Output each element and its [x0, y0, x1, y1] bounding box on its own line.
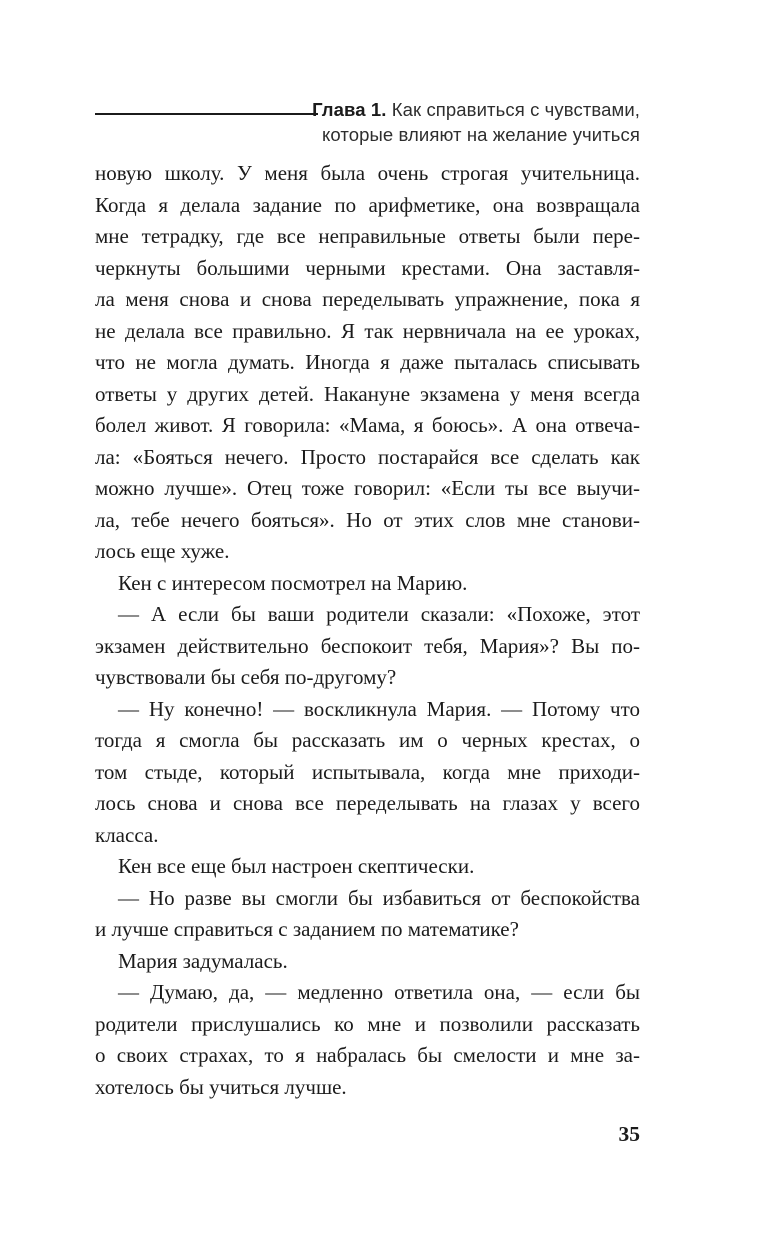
text-line: — Думаю, да, — медленно ответила она, — если бы: [118, 980, 640, 1004]
chapter-header: [95, 97, 640, 147]
paragraph: [95, 599, 640, 694]
page-number: 35: [618, 1122, 640, 1146]
text-line: не делала все правильно. Я так нервничала на ее уроках,: [95, 318, 640, 343]
text-line: ла: «Бояться нечего. Просто постарайся все сделать как: [95, 444, 640, 469]
paragraph: [95, 851, 640, 883]
text-line: мне тетрадку, где все неправильные ответы были пере-: [95, 224, 640, 248]
text-line: — Но разве вы смогли бы избавиться от беспокойства: [118, 885, 640, 910]
text-line: ла меня снова и снова переделывать упражнение, пока я: [95, 287, 640, 311]
text-line: и лучше справиться с заданием по математике?: [95, 917, 519, 941]
chapter-title-part1: Как справиться с чувствами,: [386, 99, 640, 120]
page-body-text: [95, 158, 640, 1103]
text-line: Мария задумалась.: [118, 948, 288, 973]
paragraph: [95, 946, 640, 978]
chapter-header-line1: [95, 97, 640, 122]
text-line: лось еще хуже.: [95, 539, 230, 563]
text-line: класса.: [95, 822, 159, 847]
chapter-label: Глава 1.: [312, 99, 387, 120]
text-line: — Ну конечно! — воскликнула Мария. — Потому что: [118, 696, 640, 721]
text-line: Когда я делала задание по арифметике, она возвращала: [95, 192, 640, 217]
paragraph: [95, 883, 640, 946]
text-line: Кен все еще был настроен скептически.: [118, 854, 475, 878]
paragraph: [95, 568, 640, 600]
text-line: тогда я смогла бы рассказать им о черных крестах, о: [95, 728, 640, 752]
text-line: ответы у других детей. Накануне экзамена у меня всегда: [95, 381, 640, 406]
chapter-title-part2: которые влияют на желание учиться: [321, 124, 640, 145]
text-line: том стыде, который испытывала, когда мне приходи-: [95, 759, 640, 784]
text-line: болел живот. Я говорила: «Мама, я боюсь». А она отвеча-: [95, 413, 640, 437]
text-line: родители прислушались ко мне и позволили рассказать: [95, 1011, 640, 1036]
text-line: о своих страхах, то я набралась бы смелости и мне за-: [95, 1043, 640, 1067]
text-line: — А если бы ваши родители сказали: «Похоже, этот: [118, 602, 640, 626]
text-line: чувствовали бы себя по-другому?: [95, 665, 397, 689]
text-line: черкнуты большими черными крестами. Она заставля-: [95, 255, 640, 280]
text-line: Кен с интересом посмотрел на Марию.: [118, 570, 468, 595]
text-line: новую школу. У меня была очень строгая учительница.: [95, 161, 640, 185]
text-line: экзамен действительно беспокоит тебя, Мария»? Вы по-: [95, 633, 640, 658]
text-line: ла, тебе нечего бояться». Но от этих слов мне станови-: [95, 507, 640, 532]
text-line: можно лучше». Отец тоже говорил: «Если ты все выучи-: [95, 476, 640, 500]
text-line: хотелось бы учиться лучше.: [95, 1074, 347, 1099]
text-line: что не могла думать. Иногда я даже пыталась списывать: [95, 350, 640, 374]
paragraph: [95, 694, 640, 852]
paragraph: [95, 158, 640, 568]
text-line: лось снова и снова все переделывать на глазах у всего: [95, 791, 640, 815]
paragraph: [95, 977, 640, 1103]
